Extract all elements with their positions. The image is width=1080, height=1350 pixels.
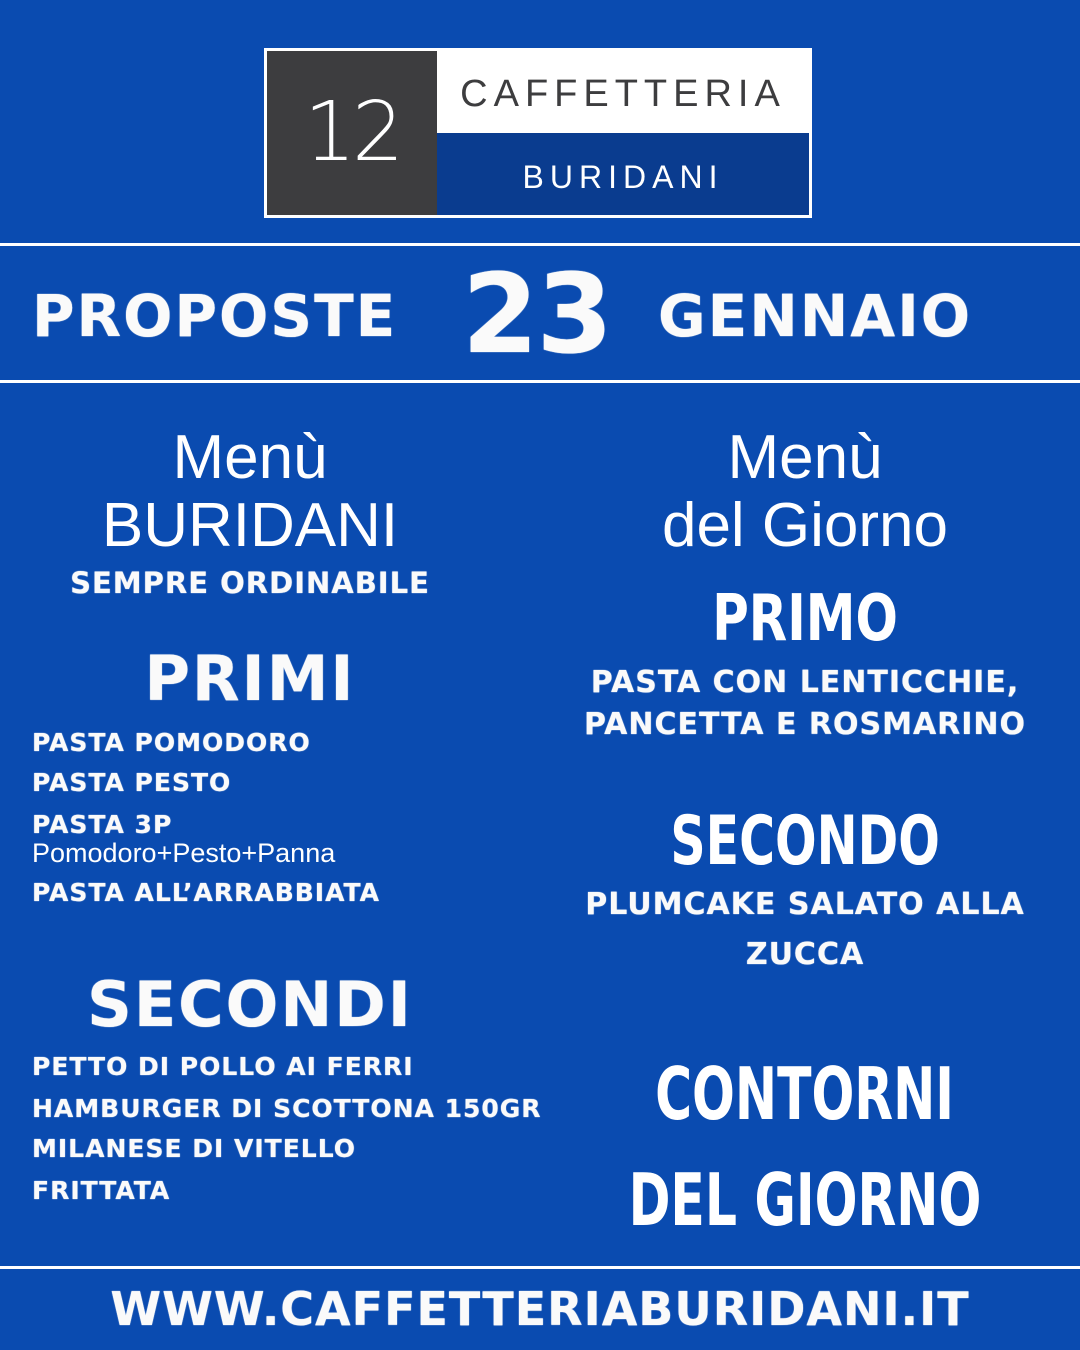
- divider-bottom: [0, 1266, 1080, 1269]
- secondi-item: FRITTATA: [32, 1176, 171, 1205]
- right-menu-title-line1: Menù: [727, 423, 883, 492]
- secondi-item: PETTO DI POLLO AI FERRI: [32, 1052, 414, 1081]
- primo-heading-wrap: [560, 582, 1050, 656]
- secondo-text-line2: ZUCCA: [745, 937, 865, 972]
- right-menu-title-line2: del Giorno: [661, 491, 949, 560]
- right-menu-title: [560, 424, 1050, 560]
- primi-heading: PRIMI: [144, 642, 356, 715]
- primi-item: PASTA 3P: [32, 810, 173, 839]
- primi-item-note: Pomodoro+Pesto+Panna: [32, 838, 336, 868]
- logo-top-text: CAFFETTERIA: [437, 51, 809, 133]
- primi-item: PASTA POMODORO: [32, 728, 311, 757]
- primo-heading: PRIMO: [712, 582, 898, 656]
- logo-bottom-text: BURIDANI: [437, 133, 809, 215]
- secondo-text: [560, 880, 1050, 980]
- left-menu-title-line1: Menù: [172, 423, 328, 492]
- caffetteria-logo: [264, 48, 812, 218]
- secondo-text-line1: PLUMCAKE SALATO ALLA: [585, 887, 1025, 922]
- header-left-word: PROPOSTE: [32, 282, 398, 350]
- secondo-heading-wrap: [560, 802, 1050, 881]
- left-menu-title-line2: BURIDANI: [101, 491, 399, 560]
- primo-text-line2: PANCETTA E ROSMARINO: [583, 707, 1027, 742]
- left-menu-title: [40, 424, 460, 560]
- secondo-heading: SECONDO: [670, 802, 940, 881]
- secondi-heading: SECONDI: [87, 968, 413, 1041]
- contorni-line1: CONTORNI: [655, 1052, 955, 1136]
- secondi-item: HAMBURGER DI SCOTTONA 150GR: [32, 1094, 542, 1123]
- primo-text-line1: PASTA CON LENTICCHIE,: [590, 665, 1020, 700]
- secondi-item: MILANESE DI VITELLO: [32, 1134, 357, 1163]
- divider-top: [0, 243, 1080, 246]
- logo-number: 12: [267, 51, 437, 215]
- left-menu-subtitle: SEMPRE ORDINABILE: [70, 566, 430, 600]
- primi-item: PASTA ALL’ARRABBIATA: [32, 878, 380, 907]
- divider-middle: [0, 380, 1080, 383]
- primo-text: [560, 662, 1050, 746]
- contorni-line2: DEL GIORNO: [628, 1158, 982, 1242]
- contorni-wrap: [540, 1052, 1070, 1242]
- primi-item: PASTA PESTO: [32, 768, 232, 797]
- header-right-word: GENNAIO: [658, 282, 973, 350]
- website-link[interactable]: WWW.CAFFETTERIABURIDANI.IT: [110, 1282, 970, 1336]
- header-day: 23: [462, 250, 612, 378]
